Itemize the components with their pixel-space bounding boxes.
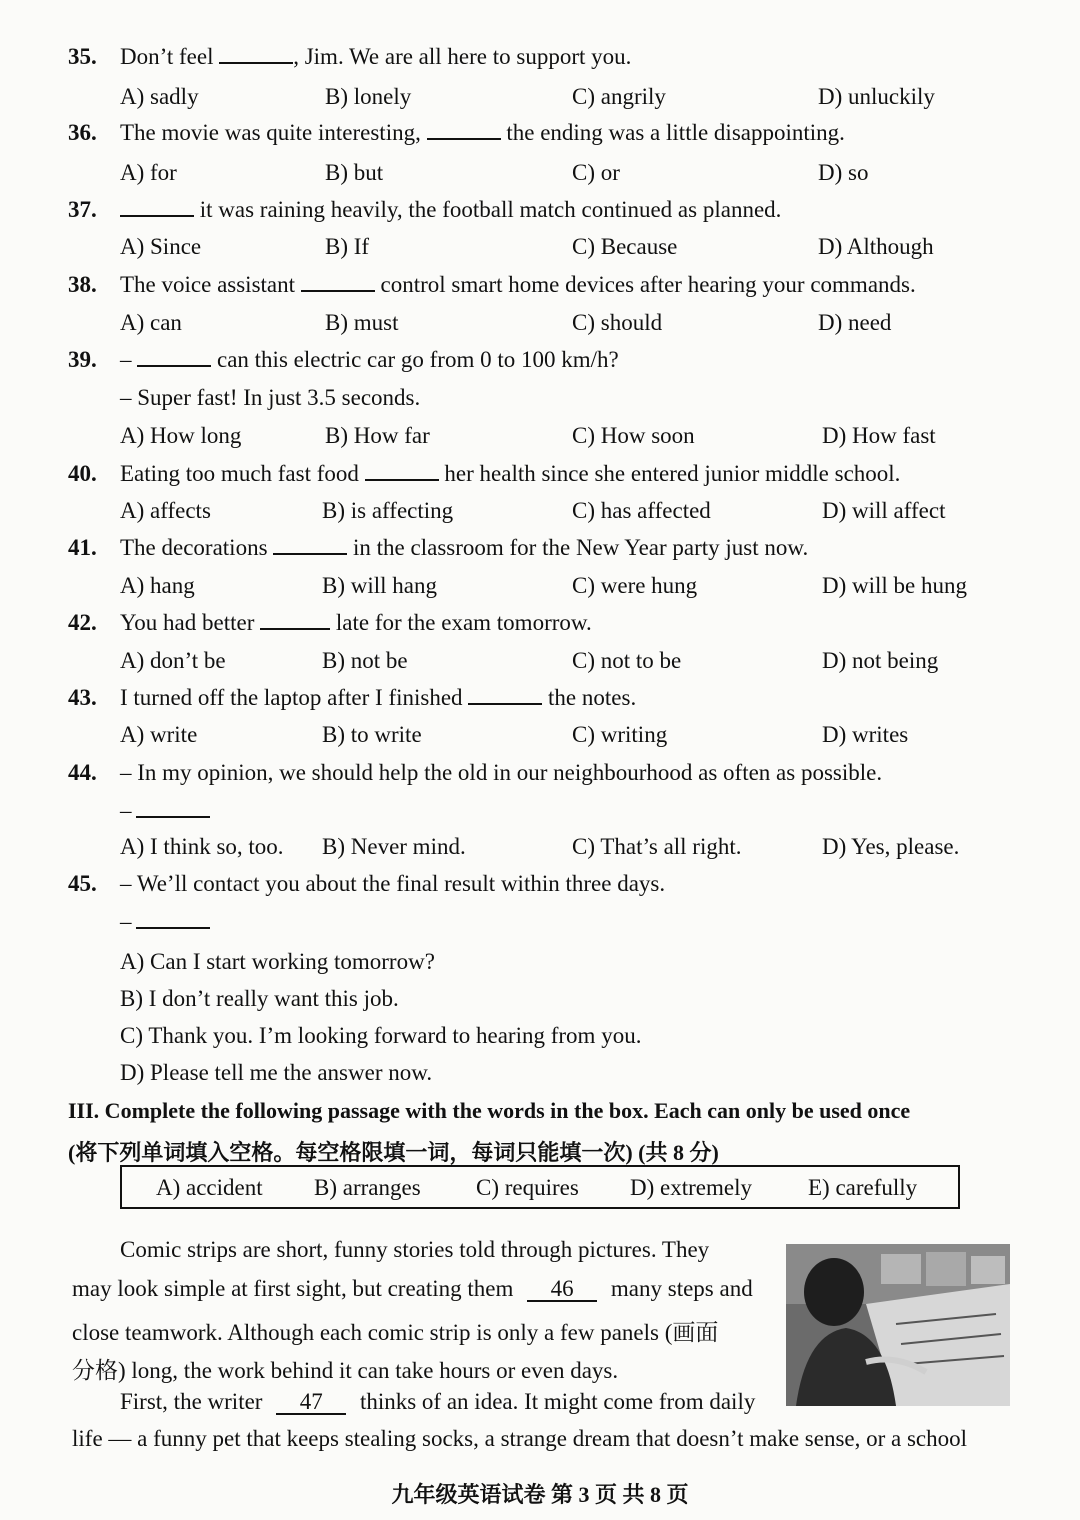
answer-option[interactable]: C) were hung xyxy=(572,573,698,598)
answer-option[interactable]: B) I don’t really want this job. xyxy=(120,986,399,1011)
passage-text: may look simple at first sight, but creating them xyxy=(72,1276,514,1301)
question-text: , Jim. We are all here to support you. xyxy=(293,44,632,69)
answer-option[interactable]: D) Although xyxy=(818,234,934,259)
dialogue-reply-blank xyxy=(120,798,210,824)
answer-option[interactable]: C) That’s all right. xyxy=(572,834,742,859)
dialogue-dash: – xyxy=(120,909,132,934)
word-box xyxy=(120,1165,960,1209)
answer-option[interactable]: B) Never mind. xyxy=(322,834,466,859)
answer-option[interactable]: B) but xyxy=(325,160,384,185)
question-text: it was raining heavily, the football match continued as planned. xyxy=(194,197,782,222)
question-stem xyxy=(68,44,631,70)
answer-option[interactable]: A) don’t be xyxy=(120,648,226,673)
answer-option[interactable]: B) to write xyxy=(322,722,422,747)
answer-option[interactable]: B) lonely xyxy=(325,84,412,109)
question-number: 35. xyxy=(68,44,97,69)
passage-line: 分格) long, the work behind it can take hours or even days. xyxy=(72,1358,619,1383)
answer-blank[interactable] xyxy=(301,272,375,292)
dialogue-reply: – Super fast! In just 3.5 seconds. xyxy=(120,385,421,410)
answer-blank[interactable] xyxy=(468,685,542,705)
passage-line xyxy=(120,1389,755,1415)
section-title-line1: III. Complete the following passage with the words in the box. Each can only be used once xyxy=(68,1098,911,1123)
question-text: You had better xyxy=(120,610,261,635)
passage-line: Comic strips are short, funny stories told through pictures. They xyxy=(120,1237,710,1262)
passage-line: life — a funny pet that keeps stealing socks, a strange dream that doesn’t make sense, or a school xyxy=(72,1426,968,1451)
answer-option[interactable]: D) will be hung xyxy=(822,573,968,598)
answer-option[interactable]: A) Can I start working tomorrow? xyxy=(120,949,435,974)
answer-blank[interactable] xyxy=(136,909,210,929)
page-footer: 九年级英语试卷 第 3 页 共 8 页 xyxy=(391,1482,689,1507)
question-text: her health since she entered junior middle school. xyxy=(438,461,901,486)
question-number: 41. xyxy=(68,535,97,560)
answer-blank[interactable] xyxy=(365,461,439,481)
answer-blank[interactable] xyxy=(137,347,211,367)
question-stem xyxy=(68,272,916,298)
answer-option[interactable]: D) unluckily xyxy=(818,84,935,109)
answer-option[interactable]: C) Because xyxy=(572,234,678,259)
question-number: 39. xyxy=(68,347,97,372)
word-box-item: B) arranges xyxy=(314,1175,421,1200)
question-number: 40. xyxy=(68,461,97,486)
question-text: The movie was quite interesting, xyxy=(120,120,427,145)
question-stem xyxy=(68,347,619,373)
passage-line: close teamwork. Although each comic strip is only a few panels (画面 xyxy=(72,1320,719,1345)
passage-text: thinks of an idea. It might come from daily xyxy=(359,1389,756,1414)
comic-artist-illustration xyxy=(786,1244,1010,1406)
answer-option[interactable]: A) affects xyxy=(120,498,211,523)
answer-blank[interactable] xyxy=(427,120,501,140)
word-box-item: D) extremely xyxy=(630,1175,752,1200)
answer-option[interactable]: D) How fast xyxy=(822,423,936,448)
question-text: Eating too much fast food xyxy=(120,461,365,486)
question-stem xyxy=(68,120,845,146)
answer-option[interactable]: B) will hang xyxy=(322,573,437,598)
question-text: – We’ll contact you about the final result within three days. xyxy=(120,871,666,896)
answer-option[interactable]: C) Thank you. I’m looking forward to hearing from you. xyxy=(120,1023,642,1048)
question-text: Don’t feel xyxy=(120,44,220,69)
answer-option[interactable]: C) has affected xyxy=(572,498,711,523)
blank-47[interactable]: 47 xyxy=(276,1391,346,1415)
question-number: 42. xyxy=(68,610,97,635)
question-text: The decorations xyxy=(120,535,274,560)
question-stem xyxy=(68,871,665,897)
passage-text: First, the writer xyxy=(120,1389,263,1414)
comic-artist-photo xyxy=(786,1244,1010,1406)
answer-option[interactable]: B) How far xyxy=(325,423,430,448)
section-title-line2: (将下列单词填入空格。每空格限填一词，每词只能填一次) (共 8 分) xyxy=(68,1140,719,1165)
answer-option[interactable]: D) Yes, please. xyxy=(822,834,960,859)
answer-option[interactable]: B) If xyxy=(325,234,370,259)
question-number: 38. xyxy=(68,272,97,297)
answer-option[interactable]: A) write xyxy=(120,722,198,747)
answer-option[interactable]: D) not being xyxy=(822,648,939,673)
answer-blank[interactable] xyxy=(219,44,293,64)
dialogue-reply-blank xyxy=(120,909,210,935)
question-number: 43. xyxy=(68,685,97,710)
question-stem xyxy=(68,461,900,487)
passage-line xyxy=(72,1276,753,1302)
question-stem xyxy=(68,685,636,711)
answer-blank[interactable] xyxy=(136,798,210,818)
answer-option[interactable]: A) sadly xyxy=(120,84,199,109)
word-box-item: E) carefully xyxy=(808,1175,918,1200)
answer-option[interactable]: A) hang xyxy=(120,573,195,598)
question-number: 37. xyxy=(68,197,97,222)
answer-option[interactable]: A) for xyxy=(120,160,177,185)
question-text: – In my opinion, we should help the old in our neighbourhood as often as possible. xyxy=(120,760,883,785)
answer-option[interactable]: A) Since xyxy=(120,234,202,259)
answer-option[interactable]: B) is affecting xyxy=(322,498,454,523)
question-stem xyxy=(68,197,781,223)
answer-option[interactable]: D) will affect xyxy=(822,498,946,523)
question-text: the ending was a little disappointing. xyxy=(500,120,845,145)
question-text: – xyxy=(120,347,138,372)
question-text: the notes. xyxy=(542,685,637,710)
question-stem xyxy=(68,535,808,561)
question-number: 36. xyxy=(68,120,97,145)
answer-option[interactable]: C) not to be xyxy=(572,648,682,673)
answer-blank[interactable] xyxy=(273,535,347,555)
question-number: 45. xyxy=(68,871,97,896)
answer-option[interactable]: D) so xyxy=(818,160,869,185)
question-text: control smart home devices after hearing your commands. xyxy=(374,272,916,297)
answer-option[interactable]: B) must xyxy=(325,310,399,335)
question-stem xyxy=(68,610,592,636)
question-text: late for the exam tomorrow. xyxy=(330,610,592,635)
question-text: in the classroom for the New Year party just now. xyxy=(347,535,809,560)
answer-option[interactable]: B) not be xyxy=(322,648,408,673)
answer-option[interactable]: C) or xyxy=(572,160,620,185)
word-box-item: C) requires xyxy=(476,1175,579,1200)
question-text: I turned off the laptop after I finished xyxy=(120,685,469,710)
answer-blank[interactable] xyxy=(120,197,194,217)
question-text: can this electric car go from 0 to 100 km/h? xyxy=(211,347,619,372)
answer-option[interactable]: C) angrily xyxy=(572,84,666,109)
passage-text: many steps and xyxy=(610,1276,753,1301)
answer-option[interactable]: D) Please tell me the answer now. xyxy=(120,1060,433,1085)
answer-option[interactable]: A) can xyxy=(120,310,182,335)
answer-option[interactable]: C) How soon xyxy=(572,423,695,448)
answer-option[interactable]: A) How long xyxy=(120,423,242,448)
answer-option[interactable]: C) writing xyxy=(572,722,668,747)
answer-option[interactable]: A) I think so, too. xyxy=(120,834,284,859)
word-box-item: A) accident xyxy=(156,1175,263,1200)
dialogue-dash: – xyxy=(120,798,132,823)
answer-blank[interactable] xyxy=(260,610,330,630)
blank-46[interactable]: 46 xyxy=(527,1278,597,1302)
answer-option[interactable]: D) writes xyxy=(822,722,909,747)
question-text: The voice assistant xyxy=(120,272,301,297)
answer-option[interactable]: D) need xyxy=(818,310,892,335)
question-number: 44. xyxy=(68,760,97,785)
answer-option[interactable]: C) should xyxy=(572,310,663,335)
question-stem xyxy=(68,760,882,786)
